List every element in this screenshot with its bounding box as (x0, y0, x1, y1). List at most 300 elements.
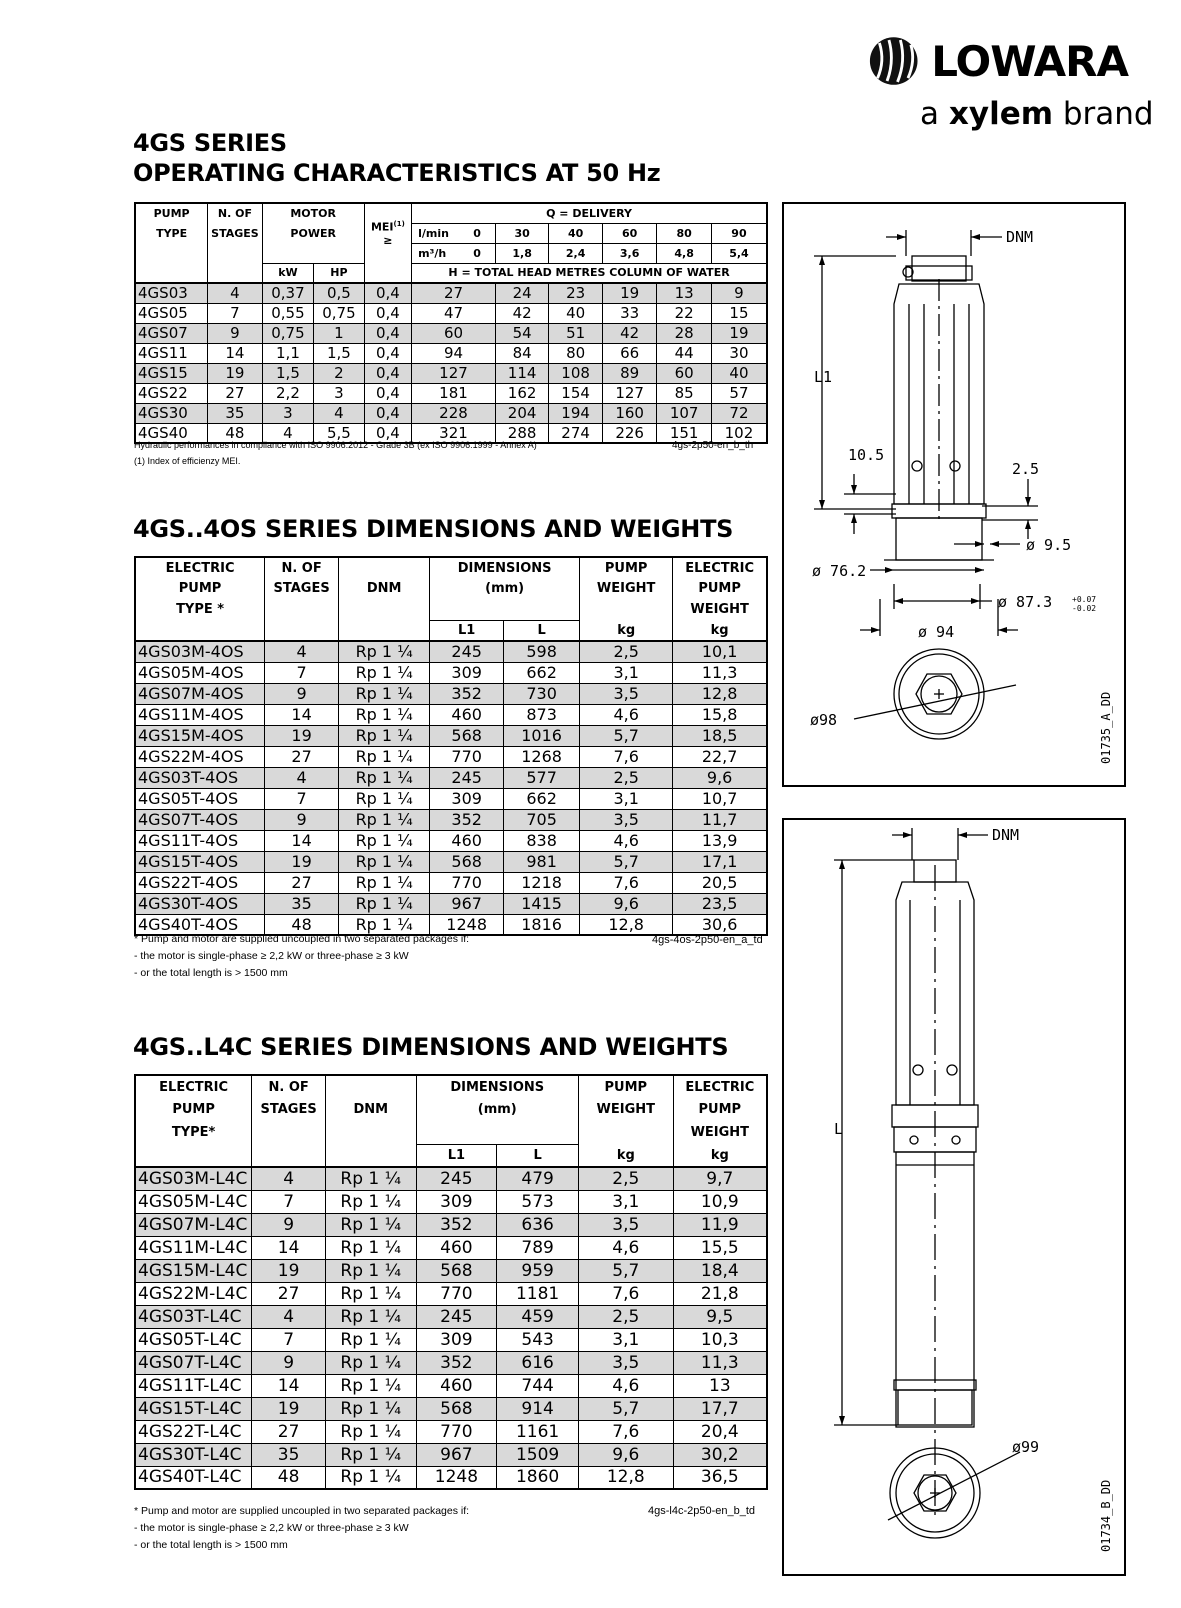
table-cell: Rp 1 ¼ (326, 1351, 417, 1374)
table-cell: Rp 1 ¼ (339, 725, 430, 746)
table-cell: 4,6 (580, 704, 673, 725)
d1-code: 01735_A_DD (1099, 691, 1113, 764)
table-cell: 4 (265, 641, 339, 662)
table-cell: 35 (252, 1443, 326, 1466)
table-cell: 967 (416, 1443, 497, 1466)
table-cell: 30 (711, 343, 767, 363)
table-cell: 598 (504, 641, 580, 662)
table-cell: 7,6 (578, 1282, 673, 1305)
table-cell: 24 (495, 283, 549, 303)
d1-94-label: ø 94 (918, 623, 955, 641)
m3h-1: 1,8 (495, 243, 549, 263)
m3h-4: 4,8 (657, 243, 712, 263)
table-cell: 1,1 (262, 343, 313, 363)
table-cell: 4 (208, 283, 263, 303)
table-cell: 80 (549, 343, 603, 363)
table-cell: Rp 1 ¼ (326, 1374, 417, 1397)
table-cell: 4,6 (578, 1236, 673, 1259)
pump-type-cell: 4GS40 (135, 423, 208, 443)
table-cell: Rp 1 ¼ (326, 1397, 417, 1420)
l4c-h-type: TYPE* (135, 1121, 252, 1144)
os-h-weight: WEIGHT (580, 578, 673, 599)
table-cell: 460 (430, 830, 504, 851)
table-row (135, 383, 767, 403)
table-cell: 2,5 (580, 641, 673, 662)
table-cell: Rp 1 ¼ (326, 1420, 417, 1443)
table-cell: 9,5 (673, 1305, 767, 1328)
m3h-3: 3,6 (602, 243, 657, 263)
table-cell: 27 (265, 872, 339, 893)
l4c-h-b1 (252, 1121, 326, 1144)
os-h-b4 (580, 599, 673, 620)
table-cell: 47 (412, 303, 496, 323)
op-table-code: 4gs-2p50-en_b_th (672, 440, 754, 451)
pump-type-cell: 4GS05T-L4C (135, 1328, 252, 1351)
l4c-h-b6 (252, 1144, 326, 1167)
table-cell: 17,7 (673, 1397, 767, 1420)
table-cell: 13 (657, 283, 712, 303)
pump-type-cell: 4GS22M-L4C (135, 1282, 252, 1305)
table-cell: Rp 1 ¼ (339, 641, 430, 662)
pump-type-cell: 4GS03M-4OS (135, 641, 265, 662)
table-cell: 228 (412, 403, 496, 423)
table-cell: 7,6 (578, 1420, 673, 1443)
d1-10-5-label: 10.5 (848, 446, 885, 464)
table-cell: 568 (416, 1397, 497, 1420)
d1-76-2-label: ø 76.2 (812, 562, 867, 580)
table-row (135, 704, 767, 725)
table-cell: 309 (430, 788, 504, 809)
table-cell: 14 (265, 830, 339, 851)
table-cell: Rp 1 ¼ (326, 1282, 417, 1305)
table-cell: 3,5 (578, 1351, 673, 1374)
table-cell: 838 (504, 830, 580, 851)
l4c-h-kg2: kg (673, 1144, 767, 1167)
table-cell: Rp 1 ¼ (339, 830, 430, 851)
pump-type-cell: 4GS11M-4OS (135, 704, 265, 725)
table-cell: 568 (430, 725, 504, 746)
pump-type-cell: 4GS07 (135, 323, 208, 343)
table-cell: 19 (265, 851, 339, 872)
table-cell: 107 (657, 403, 712, 423)
table-cell: Rp 1 ¼ (326, 1328, 417, 1351)
d1-dnm-label: DNM (1006, 228, 1034, 246)
table-cell: 35 (265, 893, 339, 914)
table-cell: 127 (602, 383, 657, 403)
table-cell: 9,6 (673, 767, 767, 788)
table-cell: 12,8 (578, 1466, 673, 1489)
table-cell: 7 (252, 1190, 326, 1213)
d1-9-5-label: ø 9.5 (1026, 536, 1072, 554)
table-cell: 18,5 (673, 725, 767, 746)
table-row (135, 1167, 767, 1190)
pump-type-cell: 4GS40T-4OS (135, 914, 265, 935)
op-note-2: (1) Index of efficienzy MEI. (134, 456, 241, 466)
table-row (135, 1328, 767, 1351)
os-h-n-of: N. OF (265, 557, 339, 578)
table-cell: 460 (416, 1374, 497, 1397)
table-row (135, 283, 767, 303)
table-cell: Rp 1 ¼ (326, 1190, 417, 1213)
table-row (135, 893, 767, 914)
table-cell: 288 (495, 423, 549, 443)
table-cell: 48 (252, 1466, 326, 1489)
table-cell: 36,5 (673, 1466, 767, 1489)
table-cell: 12,8 (580, 914, 673, 935)
table-cell: Rp 1 ¼ (339, 683, 430, 704)
table-cell: 72 (711, 403, 767, 423)
table-row (135, 1236, 767, 1259)
table-cell: 4 (314, 403, 364, 423)
table-cell: 730 (504, 683, 580, 704)
os-h-dnm: DNM (339, 578, 430, 599)
table-row (135, 641, 767, 662)
table-cell: 705 (504, 809, 580, 830)
l4c-h-b2 (326, 1121, 417, 1144)
table-cell: 19 (265, 725, 339, 746)
os-h-stages: STAGES (265, 578, 339, 599)
table-cell: 27 (252, 1420, 326, 1443)
os-h-b7 (339, 620, 430, 641)
h-stages: STAGES (208, 223, 263, 243)
table-cell: 44 (657, 343, 712, 363)
table-cell: 2,5 (580, 767, 673, 788)
os-h-weight2: WEIGHT (673, 599, 767, 620)
table-cell: 352 (416, 1213, 497, 1236)
table-cell: 84 (495, 343, 549, 363)
table-cell: 27 (208, 383, 263, 403)
pump-type-cell: 4GS07M-L4C (135, 1213, 252, 1236)
os-h-blank (339, 557, 430, 578)
d1-tol-plus: +0.07 (1072, 595, 1097, 604)
table-cell: 1218 (504, 872, 580, 893)
table-cell: 14 (252, 1374, 326, 1397)
table-cell: 3,1 (578, 1190, 673, 1213)
pump-type-cell: 4GS03T-L4C (135, 1305, 252, 1328)
l4c-title: 4GS..L4C SERIES DIMENSIONS AND WEIGHTS (133, 1033, 729, 1061)
brand-name: LOWARA (931, 36, 1128, 86)
pump-type-cell: 4GS05 (135, 303, 208, 323)
table-cell: 35 (208, 403, 263, 423)
table-cell: 770 (430, 872, 504, 893)
table-row (135, 1190, 767, 1213)
table-cell: 770 (416, 1282, 497, 1305)
table-cell: 352 (430, 809, 504, 830)
table-row (135, 1351, 767, 1374)
l4c-h-pump: PUMP (135, 1098, 252, 1121)
l4c-h-b7 (326, 1144, 417, 1167)
table-cell: 309 (430, 662, 504, 683)
table-cell: 245 (430, 767, 504, 788)
pump-type-cell: 4GS03M-L4C (135, 1167, 252, 1190)
pump-type-cell: 4GS05T-4OS (135, 788, 265, 809)
os-title: 4GS..4OS SERIES DIMENSIONS AND WEIGHTS (133, 515, 734, 543)
h-blank3 (262, 243, 364, 263)
table-cell: Rp 1 ¼ (326, 1259, 417, 1282)
table-cell: 40 (549, 303, 603, 323)
table-cell: 0,55 (262, 303, 313, 323)
table-cell: 10,1 (673, 641, 767, 662)
table-cell: 89 (602, 363, 657, 383)
h-blank4 (135, 263, 208, 283)
table-cell: 30,6 (673, 914, 767, 935)
table-cell: 744 (497, 1374, 579, 1397)
table-cell: 9 (265, 683, 339, 704)
table-cell: 22,7 (673, 746, 767, 767)
os-h-type: TYPE * (135, 599, 265, 620)
table-cell: 9 (252, 1351, 326, 1374)
table-cell: 17,1 (673, 851, 767, 872)
table-row (135, 788, 767, 809)
table-row (135, 1466, 767, 1489)
table-row (135, 343, 767, 363)
table-cell: 51 (549, 323, 603, 343)
table-cell: Rp 1 ¼ (339, 767, 430, 788)
table-row (135, 683, 767, 704)
table-row (135, 1420, 767, 1443)
lmin-30: 30 (495, 223, 549, 243)
os-h-b5 (135, 620, 265, 641)
h-blank5 (208, 263, 263, 283)
d1-2-5-label: 2.5 (1012, 460, 1040, 478)
table-cell: 20,4 (673, 1420, 767, 1443)
pump-drawing-4os (782, 202, 1126, 787)
table-cell: 981 (504, 851, 580, 872)
table-cell: 9,6 (578, 1443, 673, 1466)
os-h-kg2: kg (673, 620, 767, 641)
lmin-60: 60 (602, 223, 657, 243)
table-cell: Rp 1 ¼ (339, 746, 430, 767)
table-cell: 48 (265, 914, 339, 935)
table-cell: 127 (412, 363, 496, 383)
table-cell: 3 (314, 383, 364, 403)
table-cell: 0,4 (364, 303, 411, 323)
h-power: POWER (262, 223, 364, 243)
os-h-pump2: PUMP (580, 557, 673, 578)
table-cell: 160 (602, 403, 657, 423)
table-cell: Rp 1 ¼ (326, 1213, 417, 1236)
table-cell: 4 (252, 1167, 326, 1190)
table-cell: 5,5 (314, 423, 364, 443)
table-row (135, 1374, 767, 1397)
l4c-h-dimensions: DIMENSIONS (416, 1075, 578, 1098)
table-cell: 9,7 (673, 1167, 767, 1190)
os-h-electric2: ELECTRIC (673, 557, 767, 578)
h-lmin: l/min 0 (412, 223, 496, 243)
d2-dnm-label: DNM (992, 826, 1020, 844)
table-cell: 151 (657, 423, 712, 443)
pump-type-cell: 4GS15M-4OS (135, 725, 265, 746)
table-cell: 3,5 (580, 683, 673, 704)
d1-l1-label: L1 (814, 368, 833, 386)
pump-type-cell: 4GS15T-4OS (135, 851, 265, 872)
table-cell: 873 (504, 704, 580, 725)
table-cell: 5,7 (580, 725, 673, 746)
op-title (133, 128, 660, 188)
pump-type-cell: 4GS03 (135, 283, 208, 303)
table-cell: 28 (657, 323, 712, 343)
table-cell: 321 (412, 423, 496, 443)
l4c-h-stages: STAGES (252, 1098, 326, 1121)
table-cell: Rp 1 ¼ (339, 809, 430, 830)
table-cell: 23,5 (673, 893, 767, 914)
pump-type-cell: 4GS15T-L4C (135, 1397, 252, 1420)
table-cell: 577 (504, 767, 580, 788)
pump-type-cell: 4GS30 (135, 403, 208, 423)
table-cell: 568 (416, 1259, 497, 1282)
table-cell: 23 (549, 283, 603, 303)
table-cell: 1860 (497, 1466, 579, 1489)
table-cell: 0,4 (364, 383, 411, 403)
table-cell: 27 (252, 1282, 326, 1305)
h-m3h: m³/h 0 (412, 243, 496, 263)
table-cell: 7 (208, 303, 263, 323)
table-row (135, 872, 767, 893)
table-cell: 636 (497, 1213, 579, 1236)
table-cell: 352 (416, 1351, 497, 1374)
table-row (135, 725, 767, 746)
h-hp: HP (314, 263, 364, 283)
table-cell: 309 (416, 1328, 497, 1351)
table-cell: 181 (412, 383, 496, 403)
table-cell: 3,1 (580, 788, 673, 809)
table-cell: 0,37 (262, 283, 313, 303)
table-cell: 194 (549, 403, 603, 423)
table-cell: 162 (495, 383, 549, 403)
l4c-note-1: * Pump and motor are supplied uncoupled in two separated packages if: (134, 1505, 470, 1517)
table-row (135, 767, 767, 788)
table-cell: 48 (208, 423, 263, 443)
table-cell: 9 (265, 809, 339, 830)
table-cell: Rp 1 ¼ (326, 1305, 417, 1328)
table-cell: 5,7 (578, 1397, 673, 1420)
d2-99-label: ø99 (1012, 1438, 1040, 1456)
pump-type-cell: 4GS22 (135, 383, 208, 403)
table-cell: 21,8 (673, 1282, 767, 1305)
table-row (135, 1305, 767, 1328)
os-h-pump3: PUMP (673, 578, 767, 599)
table-cell: 3,5 (580, 809, 673, 830)
table-cell: 4,6 (578, 1374, 673, 1397)
os-h-electric: ELECTRIC (135, 557, 265, 578)
op-note-1: Hydraulic performances in compliance with ISO 9906:2012 - Grade 3B (ex ISO 9906:1999 - Annex A) (134, 440, 537, 450)
table-cell: 4 (252, 1305, 326, 1328)
table-cell: 10,7 (673, 788, 767, 809)
table-cell: 1509 (497, 1443, 579, 1466)
table-cell: 66 (602, 343, 657, 363)
table-row (135, 1443, 767, 1466)
m3h-5: 5,4 (711, 243, 767, 263)
op-title-line1: 4GS SERIES (133, 129, 287, 157)
os-note-1: * Pump and motor are supplied uncoupled in two separated packages if: (134, 933, 470, 945)
table-cell: 479 (497, 1167, 579, 1190)
pump-type-cell: 4GS05M-4OS (135, 662, 265, 683)
table-cell: 7,6 (580, 746, 673, 767)
m3h-2: 2,4 (549, 243, 603, 263)
table-cell: 2 (314, 363, 364, 383)
table-cell: 27 (412, 283, 496, 303)
pump-type-cell: 4GS07M-4OS (135, 683, 265, 704)
table-cell: 19 (252, 1397, 326, 1420)
os-h-kg: kg (580, 620, 673, 641)
table-cell: 3,1 (578, 1328, 673, 1351)
pump-type-cell: 4GS15 (135, 363, 208, 383)
table-cell: 42 (602, 323, 657, 343)
h-blank1 (135, 243, 208, 263)
pump-type-cell: 4GS11T-4OS (135, 830, 265, 851)
l4c-h-pump3: PUMP (673, 1098, 767, 1121)
os-note-2: - the motor is single-phase ≥ 2,2 kW or three-phase ≥ 3 kW (134, 950, 409, 962)
table-cell: Rp 1 ¼ (339, 662, 430, 683)
table-row (135, 851, 767, 872)
table-row (135, 403, 767, 423)
pump-type-cell: 4GS11 (135, 343, 208, 363)
pump-type-cell: 4GS05M-L4C (135, 1190, 252, 1213)
table-cell: 2,2 (262, 383, 313, 403)
table-cell: 0,5 (314, 283, 364, 303)
table-cell: 1816 (504, 914, 580, 935)
pump-type-cell: 4GS40T-L4C (135, 1466, 252, 1489)
d1-98-label: ø98 (810, 711, 838, 729)
table-cell: 2,5 (578, 1167, 673, 1190)
brand-tagline: a xylem brand (920, 96, 1154, 132)
table-cell: Rp 1 ¼ (326, 1167, 417, 1190)
table-cell: 914 (497, 1397, 579, 1420)
table-row (135, 1213, 767, 1236)
table-cell: Rp 1 ¼ (339, 704, 430, 725)
table-row (135, 1282, 767, 1305)
table-cell: 245 (416, 1167, 497, 1190)
table-cell: 7 (252, 1328, 326, 1351)
table-cell: 309 (416, 1190, 497, 1213)
table-cell: 19 (208, 363, 263, 383)
l4c-h-electric: ELECTRIC (135, 1075, 252, 1098)
table-cell: 770 (430, 746, 504, 767)
table-cell: 789 (497, 1236, 579, 1259)
pump-type-cell: 4GS30T-4OS (135, 893, 265, 914)
table-cell: 2,5 (578, 1305, 673, 1328)
h-pump: PUMP (135, 203, 208, 223)
l4c-h-b3 (416, 1121, 578, 1144)
table-cell: 0,75 (314, 303, 364, 323)
table-cell: 27 (265, 746, 339, 767)
l4c-h-l1: L1 (416, 1144, 497, 1167)
os-h-mm: (mm) (430, 578, 580, 599)
os-h-b2 (339, 599, 430, 620)
os-h-b1 (265, 599, 339, 620)
lmin-80: 80 (657, 223, 712, 243)
l4c-dimensions-table (134, 1074, 768, 1490)
table-cell: 18,4 (673, 1259, 767, 1282)
table-cell: 94 (412, 343, 496, 363)
lmin-40: 40 (549, 223, 603, 243)
table-cell: 4,6 (580, 830, 673, 851)
table-cell: 108 (549, 363, 603, 383)
pump-type-cell: 4GS07T-L4C (135, 1351, 252, 1374)
table-cell: 10,9 (673, 1190, 767, 1213)
pump-type-cell: 4GS07T-4OS (135, 809, 265, 830)
l4c-h-b4 (578, 1121, 673, 1144)
l4c-h-mm: (mm) (416, 1098, 578, 1121)
table-cell: 9 (208, 323, 263, 343)
table-cell: 543 (497, 1328, 579, 1351)
table-cell: 5,7 (578, 1259, 673, 1282)
table-cell: 1016 (504, 725, 580, 746)
l4c-h-weight2: WEIGHT (673, 1121, 767, 1144)
h-motor: MOTOR (262, 203, 364, 223)
table-cell: 11,3 (673, 662, 767, 683)
pump-type-cell: 4GS22M-4OS (135, 746, 265, 767)
